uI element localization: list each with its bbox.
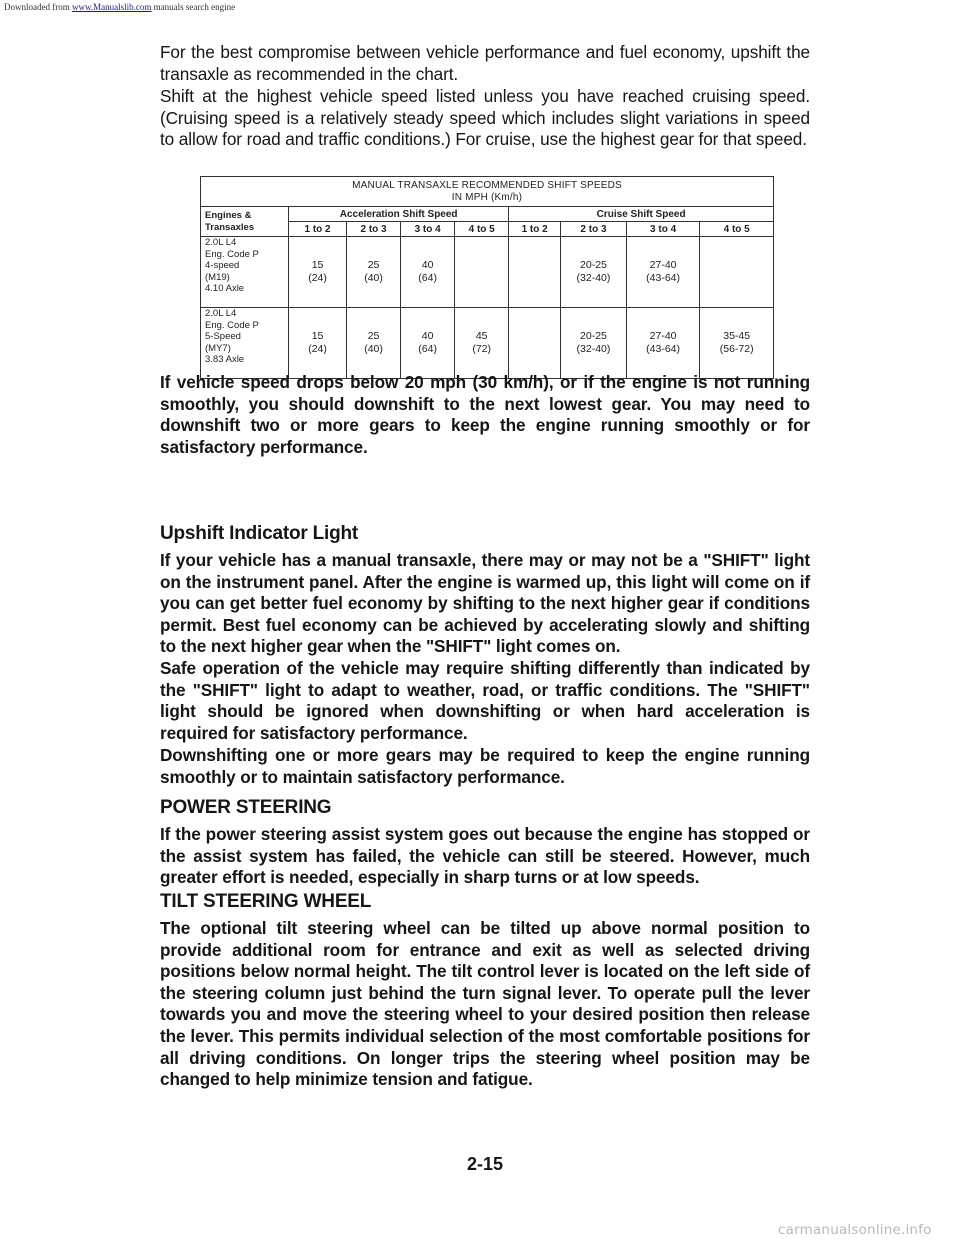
speed-cell	[509, 308, 561, 379]
upshift-indicator-heading: Upshift Indicator Light	[160, 523, 359, 544]
power-steering-heading: POWER STEERING	[160, 797, 332, 818]
downshifting-paragraph: Downshifting one or more gears may be required to keep the engine running smoothly or to maintain satisfactory performance.	[160, 745, 810, 787]
gear-header: 4 to 5	[700, 222, 774, 237]
gear-header: 3 to 4	[626, 222, 700, 237]
speed-cell: 20-25 (32-40)	[561, 308, 627, 379]
safe-operation-paragraph: Safe operation of the vehicle may require shifting differently than indicated by the "SHIFT" light to adapt to weather, road, or traffic conditions. The "SHIFT" light should be ignored when downshifting or when hard acceleration is required for satisfactory performance.	[160, 658, 810, 743]
speed-cell: 15 (24)	[289, 237, 347, 308]
speed-cell: 27-40 (43-64)	[626, 308, 700, 379]
power-steering-paragraph: If the power steering assist system goes out because the engine has stopped or the assist system has failed, the vehicle can still be steered. However, much greater effort is needed, especially in sharp turns or at low speeds.	[160, 824, 810, 888]
table-title: MANUAL TRANSAXLE RECOMMENDED SHIFT SPEEDS	[352, 180, 622, 191]
tilt-steering-paragraph: The optional tilt steering wheel can be tilted up above normal position to provide additional room for entrance and exit as well as selected driving positions below normal height. The tilt control lever is located on the left side of the steering column just behind the turn signal lever. To operate pull the lever towards you and move the steering wheel to your desired position then release the lever. This permits individual selection of the most comfortable positions for all driving conditions. On longer trips the steering wheel position may be changed to help minimize tension and fatigue.	[160, 918, 810, 1090]
download-banner	[4, 2, 235, 12]
speed-cell	[455, 237, 509, 308]
speed-cell	[509, 237, 561, 308]
download-suffix: manuals search engine	[153, 2, 236, 12]
tilt-steering-heading: TILT STEERING WHEEL	[160, 891, 372, 912]
manualslib-link[interactable]: www.Manualslib.com	[71, 2, 152, 12]
speed-cell: 20-25 (32-40)	[561, 237, 627, 308]
download-prefix: Downloaded from	[4, 2, 70, 12]
downshift-paragraph: If vehicle speed drops below 20 mph (30 km/h), or if the engine is not running smoothly, you should downshift to the next lowest gear. You may need to downshift two or more gears to keep the engine running smoothly or for satisfactory performance.	[160, 372, 810, 457]
watermark: carmanualsonline.info	[778, 1222, 932, 1238]
speed-cell: 40 (64)	[401, 237, 455, 308]
speed-cell: 27-40 (43-64)	[626, 237, 700, 308]
speed-cell: 40 (64)	[401, 308, 455, 379]
gear-header: 4 to 5	[455, 222, 509, 237]
table-subtitle: IN MPH (Km/h)	[451, 192, 523, 203]
gear-header: 1 to 2	[509, 222, 561, 237]
shift-light-paragraph: If your vehicle has a manual transaxle, there may or may not be a "SHIFT" light on the instrument panel. After the engine is warmed up, this light will come on if you can get better fuel economy by shifting to the next higher gear if conditions permit. Best fuel economy can be achieved by accelerating slowly and shifting to the next higher gear when the "SHIFT" light comes on.	[160, 550, 810, 657]
table-row	[201, 237, 774, 308]
speed-cell: 15 (24)	[289, 308, 347, 379]
speed-cell: 45 (72)	[455, 308, 509, 379]
page-number: 2-15	[466, 1154, 504, 1174]
speed-cell: 25 (40)	[347, 237, 401, 308]
speed-cell: 35-45 (56-72)	[700, 308, 774, 379]
cruise-paragraph: Shift at the highest vehicle speed listed unless you have reached cruising speed. (Cruising speed is a relatively steady speed which includes slight variations in speed to allow for road and traffic conditions.) For cruise, use the highest gear for that speed.	[160, 86, 810, 150]
gear-header: 2 to 3	[347, 222, 401, 237]
gear-header: 2 to 3	[561, 222, 627, 237]
table-row	[201, 308, 774, 379]
row-label: 2.0L L4 Eng. Code P 4-speed (M19) 4.10 Axle	[201, 237, 289, 308]
gear-header: 1 to 2	[289, 222, 347, 237]
speed-cell	[700, 237, 774, 308]
gear-header: 3 to 4	[401, 222, 455, 237]
acceleration-header: Acceleration Shift Speed	[289, 207, 509, 222]
cruise-header: Cruise Shift Speed	[509, 207, 774, 222]
table-caption	[201, 177, 774, 207]
engines-header: Engines & Transaxles	[201, 207, 289, 237]
row-label: 2.0L L4 Eng. Code P 5-Speed (MY7) 3.83 Axle	[201, 308, 289, 379]
speed-cell: 25 (40)	[347, 308, 401, 379]
shift-speed-table	[200, 176, 774, 379]
intro-paragraph: For the best compromise between vehicle performance and fuel economy, upshift the transaxle as recommended in the chart.	[160, 42, 810, 84]
